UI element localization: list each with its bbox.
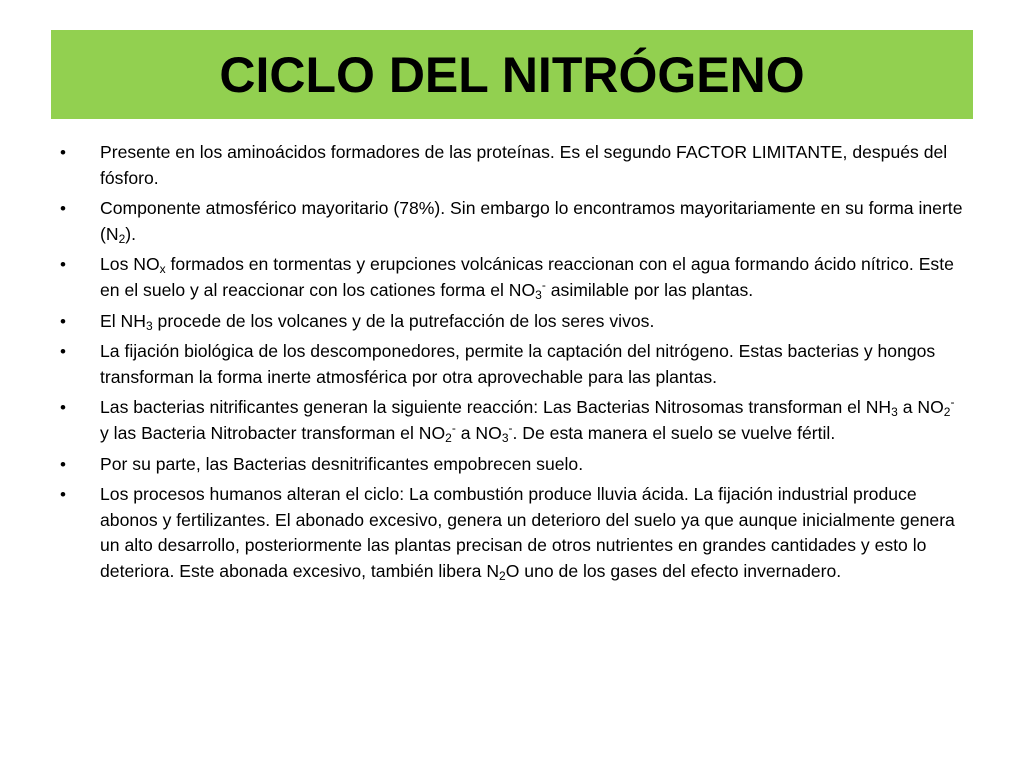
bullet-item	[56, 196, 966, 247]
bullet-text: y las Bacteria Nitrobacter transforman el NO	[100, 422, 446, 443]
bullet-text: O uno de los gases del efecto invernadero.	[505, 560, 842, 581]
bullet-text: . De esta manera el suelo se vuelve fértil.	[512, 422, 836, 443]
bullet-item	[56, 140, 966, 191]
subscript: 2	[445, 430, 452, 445]
bullet-text: procede de los volcanes y de la putrefacción de los seres vivos.	[152, 310, 655, 331]
bullet-text: a NO	[455, 422, 502, 443]
bullet-dot-icon: •	[60, 485, 66, 505]
subscript: 3	[501, 430, 509, 445]
bullet-dot-icon: •	[60, 311, 66, 331]
bullet-dot-icon: •	[60, 454, 66, 474]
bullet-text: formados en tormentas y erupciones volcánicas reaccionan con el agua formando ácido nítrico. Este en el suelo y al reaccionar con los cationes forma el NO	[100, 254, 954, 300]
bullet-text: ).	[125, 223, 137, 244]
bullet-text: Las bacterias nitrificantes generan la siguiente reacción: Las Bacterias Nitrosomas transforman el NH	[100, 397, 892, 418]
bullet-text: Por su parte, las Bacterias desnitrificantes empobrecen suelo.	[100, 453, 584, 474]
bullet-text: asimilable por las plantas.	[545, 279, 754, 300]
superscript: -	[451, 420, 456, 435]
bullet-text: Los NO	[100, 254, 160, 275]
superscript: -	[541, 277, 546, 292]
superscript: -	[950, 395, 955, 410]
bullet-item	[56, 339, 966, 390]
subscript: x	[159, 262, 166, 277]
bullet-text: La fijación biológica de los descomponedores, permite la captación del nitrógeno. Estas bacterias y hongos transforman la forma inerte atmosférica por otra aprovechable para las plantas.	[100, 341, 936, 387]
bullet-text: Presente en los aminoácidos formadores de las proteínas. Es el segundo FACTOR LIMITANTE, después del fósforo.	[100, 142, 948, 188]
bullet-item	[56, 482, 966, 584]
bullet-text: El NH	[100, 310, 146, 331]
slide-title: CICLO DEL NITRÓGENO	[219, 46, 805, 103]
bullet-item	[56, 395, 966, 446]
subscript: 3	[145, 318, 153, 333]
subscript: 3	[891, 405, 898, 420]
subscript: 3	[535, 287, 542, 302]
bullet-text: Los procesos humanos alteran el ciclo: La combustión produce lluvia ácida. La fijación industrial produce abonos y fertilizantes. El abonado excesivo, genera un deterioro del suelo ya que aunque inicialmente genera un alto desarrollo, posteriormente las plantas precisan de otros nutrientes en grandes cantidades y esto lo deteriora. Este abonada excesivo, también libera N	[100, 484, 955, 581]
bullet-dot-icon: •	[60, 342, 66, 362]
bullet-text: a NO	[897, 397, 944, 418]
bullet-dot-icon: •	[60, 143, 66, 162]
subscript: 2	[943, 405, 951, 420]
subscript: 2	[499, 568, 506, 583]
bullet-dot-icon: •	[60, 199, 66, 219]
bullet-item	[56, 252, 966, 303]
bullet-list	[56, 140, 966, 590]
bullet-item	[56, 309, 966, 335]
superscript: -	[508, 420, 513, 435]
title-bar	[51, 30, 973, 119]
bullet-dot-icon: •	[60, 398, 66, 418]
bullet-dot-icon: •	[60, 255, 66, 275]
subscript: 2	[118, 231, 126, 246]
bullet-item	[56, 452, 966, 478]
bullet-text: Componente atmosférico mayoritario (78%). Sin embargo lo encontramos mayoritariamente en su forma inerte (N	[100, 198, 963, 244]
